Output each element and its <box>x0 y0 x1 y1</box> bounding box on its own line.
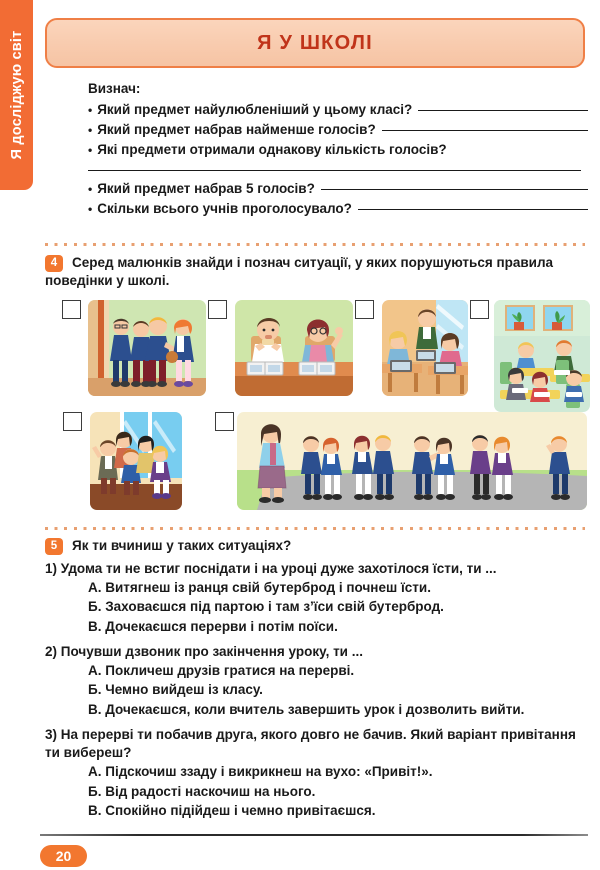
footer-divider <box>40 834 588 836</box>
determine-item-text: Скільки всього учнів проголосувало? <box>97 201 352 217</box>
task-4-image-3 <box>382 300 468 396</box>
option-a[interactable]: А. Витягнеш із ранця свій бутерброд і почнеш їсти. <box>88 580 431 596</box>
question-number: 2) <box>45 644 58 659</box>
section-divider <box>45 243 585 246</box>
question-text: Удома ти не встиг поснідати і на уроці дуже захотілося їсти, ти ... <box>60 561 497 576</box>
option-v[interactable]: В. Спокійно підійдеш і чемно привітаєшся. <box>88 802 376 818</box>
determine-item-1 <box>88 101 588 119</box>
option-b[interactable]: Б. Від радості наскочиш на нього. <box>88 783 316 799</box>
task-4-checkbox-3[interactable] <box>355 300 374 319</box>
task-4-checkbox-2[interactable] <box>208 300 227 319</box>
task-4-checkbox-6[interactable] <box>215 412 234 431</box>
question-line <box>45 643 590 661</box>
question-text: На перерві ти побачив друга, якого довго не бачив. Який варіант привітання ти вибереш? <box>45 727 576 761</box>
option-a[interactable]: А. Підскочиш ззаду і викрикнеш на вухо: «Привіт!». <box>88 764 433 780</box>
task-number-badge: 4 <box>45 255 63 272</box>
option-b[interactable]: Б. Заховаєшся під партою і там з’їси свій бутерброд. <box>88 599 444 615</box>
answer-line[interactable] <box>382 130 588 131</box>
question-line <box>45 560 590 578</box>
bullet-icon: • <box>88 182 93 197</box>
determine-item-text: Який предмет найулюбленіший у цьому класі? <box>97 101 413 117</box>
task-4-checkbox-1[interactable] <box>62 300 81 319</box>
task-4-image-5 <box>90 412 182 510</box>
page-number-badge: 20 <box>40 845 87 867</box>
determine-section <box>88 80 588 220</box>
question-text: Почувши дзвоник про закінчення уроку, ти ... <box>60 644 363 659</box>
task-5-question-2 <box>45 643 590 720</box>
answer-line[interactable] <box>88 170 581 171</box>
task-5-heading <box>45 537 590 555</box>
task-4-heading <box>45 254 590 290</box>
answer-line[interactable] <box>358 209 588 210</box>
task-4-image-1 <box>88 300 206 396</box>
option-b[interactable]: Б. Чемно вийдеш із класу. <box>88 682 263 698</box>
task-4-image-4 <box>494 300 590 412</box>
task-4-prompt: Серед малюнків знайди і познач ситуації, у яких порушуються правила поведінки у школі. <box>45 255 554 288</box>
side-tab-label: Я досліджую світ <box>8 30 25 160</box>
section-side-tab <box>0 0 33 190</box>
answer-line[interactable] <box>321 189 588 190</box>
determine-item-2 <box>88 121 588 139</box>
task-number-badge: 5 <box>45 538 63 555</box>
task-4-image-2 <box>235 300 353 396</box>
answer-line[interactable] <box>418 110 588 111</box>
task-4-image-6 <box>237 412 587 510</box>
task-4-checkbox-5[interactable] <box>63 412 82 431</box>
bullet-icon: • <box>88 202 93 217</box>
task-5-question-3 <box>45 726 590 821</box>
option-v[interactable]: В. Дочекаєшся, коли вчитель завершить урок і дозволить вийти. <box>88 701 525 717</box>
question-line <box>45 726 590 762</box>
page-title: Я У ШКОЛІ <box>257 31 373 54</box>
option-v[interactable]: В. Дочекаєшся перерви і потім поїси. <box>88 618 338 634</box>
determine-item-5 <box>88 200 588 218</box>
option-a[interactable]: А. Покличеш друзів гратися на перерві. <box>88 663 355 679</box>
bullet-icon: • <box>88 142 93 157</box>
section-divider <box>45 527 585 530</box>
determine-item-3 <box>88 141 588 159</box>
question-number: 1) <box>45 561 58 576</box>
task-4-checkbox-4[interactable] <box>470 300 489 319</box>
determine-item-4 <box>88 180 588 198</box>
bullet-icon: • <box>88 122 93 137</box>
determine-item-text: Який предмет набрав 5 голосів? <box>97 181 315 197</box>
determine-lead: Визнач: <box>88 81 141 96</box>
question-number: 3) <box>45 727 58 742</box>
task-5-question-1 <box>45 560 590 637</box>
determine-item-text: Які предмети отримали однакову кількість голосів? <box>97 141 447 157</box>
task-5-prompt: Як ти вчиниш у таких ситуаціях? <box>72 538 292 553</box>
bullet-icon: • <box>88 102 93 117</box>
page-title-banner <box>45 18 585 68</box>
determine-item-text: Який предмет набрав найменше голосів? <box>97 121 376 137</box>
